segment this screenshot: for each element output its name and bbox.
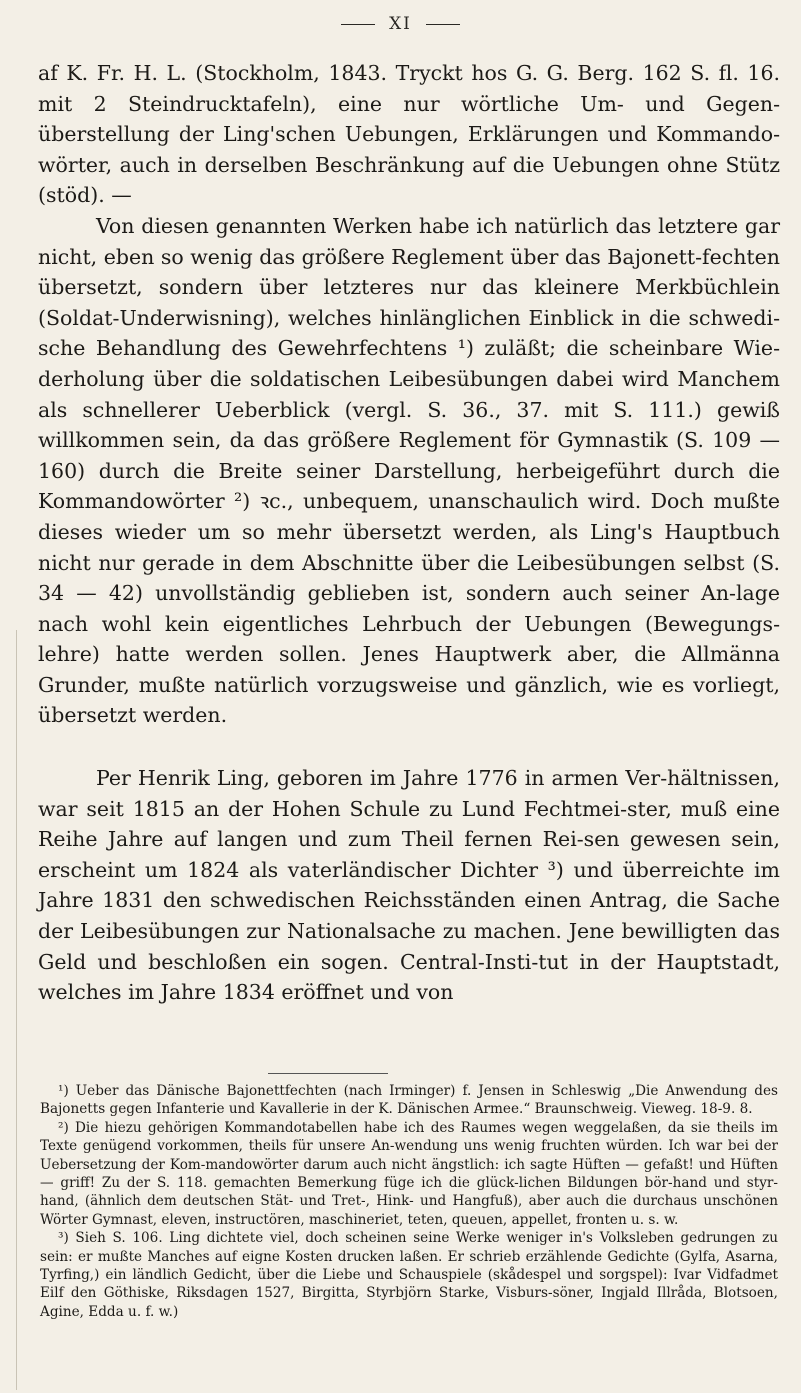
page-header (0, 14, 801, 34)
paragraph-ling-biography: Per Henrik Ling, geboren im Jahre 1776 in armen Ver-hältnissen, war seit 1815 an der Hohen Schule zu Lund Fechtmei-ster, muß eine Reihe Jahre auf langen und zum Theil fernen Rei-sen gewesen sein, erscheint um 1824 als vaterländischer Dichter ³) und überreichte im Jahre 1831 den schwedischen Reichsständen einen Antrag, die Sache der Leibesübungen zur Nationalsache zu machen. Jene bewilligten das Geld und beschloßen ein sogen. Central-Insti-tut in der Hauptstadt, welches im Jahre 1834 eröffnet und von (38, 766, 780, 1005)
header-dash-right (426, 24, 460, 25)
page-number: XI (389, 14, 412, 34)
footnotes (40, 1082, 778, 1321)
paragraph-continuation: af K. Fr. H. L. (Stockholm, 1843. Tryckt hos G. G. Berg. 162 S. fl. 16. mit 2 Steindrucktafeln), eine nur wörtliche Um- und Gegen-überstellung der Ling'schen Uebungen, Erklärungen und Kommando-wörter, auch in derselben Beschränkung auf die Uebungen ohne Stütz (stöd). — (38, 61, 780, 208)
paragraph-gap (38, 731, 780, 763)
header-dash-left (341, 24, 375, 25)
scan-margin-line (16, 630, 17, 1390)
footnote-rule (268, 1073, 388, 1074)
footnote-1: ¹) Ueber das Dänische Bajonettfechten (nach Irminger) f. Jensen in Schleswig „Die Anwendung des Bajonetts gegen Infanterie und Kavallerie in der K. Dänischen Armee.“ Braunschweig. Vieweg. 18-9. 8. (40, 1083, 778, 1118)
footnote-2: ²) Die hiezu gehörigen Kommandotabellen habe ich des Raumes wegen weggelaßen, da sie theils im Texte genügend vorkommen, theils für unsere An-wendung uns wenig fruchten würden. Ich war bei der Uebersetzung der Kom-mandowörter darum auch nicht ängstlich: ich sagte Hüften — gefaßt! und Hüften — griff! Zu der S. 118. gemachten Bemerkung füge ich die glück-lichen Bildungen bör-hand und styr-hand, (ähnlich dem deutschen Stät- und Tret-, Hink- und Hangfuß), aber auch die durchaus unschönen Wörter Gymnast, eleven, instructören, maschineriet, teten, queuen, appellet, fronten u. s. w. (40, 1119, 778, 1228)
paragraph-works: Von diesen genannten Werken habe ich natürlich das letztere gar nicht, eben so wenig das größere Reglement über das Bajonett-fechten übersetzt, sondern über letzteres nur das kleinere Merkbüchlein (Soldat-Underwisning), welches hinlänglichen Einblick in die schwedi-sche Behandlung des Gewehrfechtens ¹) zuläßt; die scheinbare Wie-derholung über die soldatischen Leibesübungen dabei wird Manchem als schnellerer Ueberblick (vergl. S. 36., 37. mit S. 111.) gewiß willkommen sein, da das größere Reglement för Gymnastik (S. 109 — 160) durch die Breite seiner Darstellung, herbeigeführt durch die Kommandowörter ²) ꝛc., unbequem, unanschaulich wird. Doch mußte dieses wieder um so mehr übersetzt werden, als Ling's Hauptbuch nicht nur gerade in dem Abschnitte über die Leibesübungen selbst (S. 34 — 42) unvollständig geblieben ist, sondern auch seiner An-lage nach wohl kein eigentliches Lehrbuch der Uebungen (Bewegungs-lehre) hatte werden sollen. Jenes Hauptwerk aber, die Allmänna Grunder, mußte natürlich vorzugsweise und gänzlich, wie es vorliegt, übersetzt werden. (38, 213, 780, 728)
footnote-3: ³) Sieh S. 106. Ling dichtete viel, doch scheinen seine Werke weniger in's Volksleben gedrungen zu sein: er mußte Manches auf eigne Kosten drucken laßen. Er schrieb erzählende Gedichte (Gylfa, Asarna, Tyrfing,) ein ländlich Gedicht, über die Liebe und Schauspiele (skådespel und sorgspel): Ivar Vidfadmet Eilf den Göthiske, Riksdagen 1527, Birgitta, Styrbjörn Starke, Visburs-söner, Ingjald Illråda, Blotsoen, Agine, Edda u. f. w.) (40, 1230, 778, 1320)
main-text (38, 58, 780, 1008)
